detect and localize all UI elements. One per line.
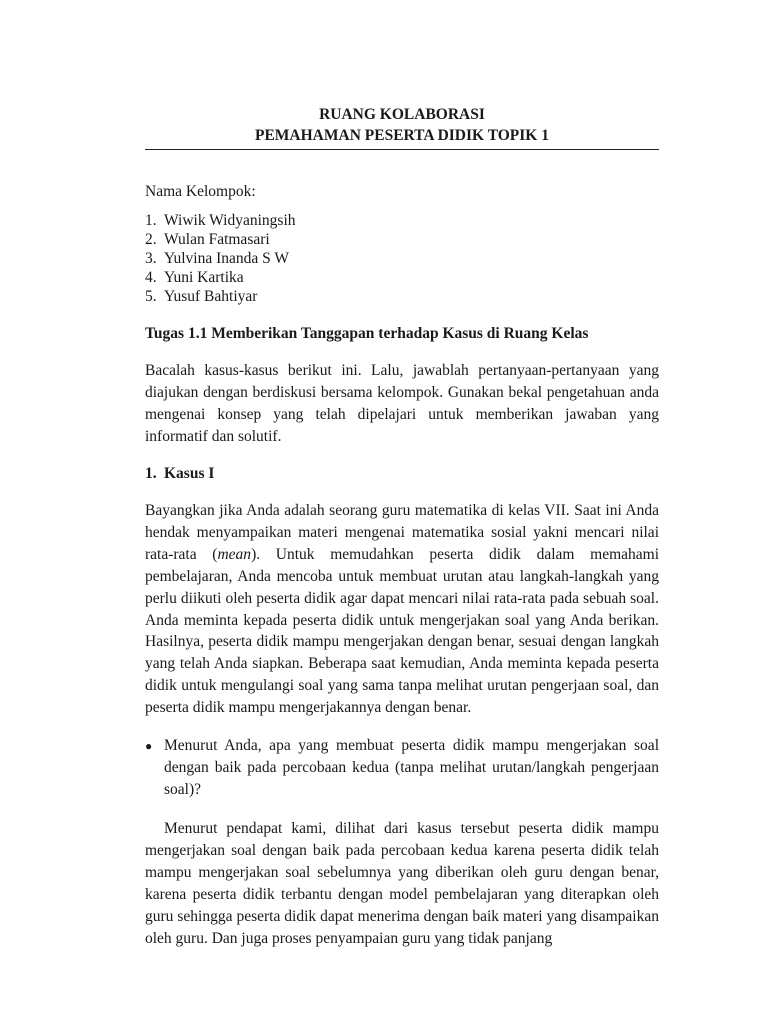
document-title <box>145 104 659 146</box>
group-label: Nama Kelompok: <box>145 183 256 200</box>
document-content <box>145 104 659 950</box>
member-number: 1. <box>145 212 157 229</box>
case-text-italic: mean <box>217 545 252 563</box>
task-heading: Tugas 1.1 Memberikan Tanggapan terhadap Kasus di Ruang Kelas <box>145 325 589 342</box>
member-name: Yulvina Inanda S W <box>164 250 289 267</box>
member-name: Yusuf Bahtiyar <box>164 288 258 305</box>
case-heading <box>145 464 659 484</box>
case-paragraph <box>145 500 659 719</box>
member-number: 3. <box>145 250 157 267</box>
title-line-1: RUANG KOLABORASI <box>319 106 485 123</box>
case-text-after: ). Untuk memudahkan peserta didik dalam memahami pembelajaran, Anda mencoba untuk membuat urutan atau langkah-langkah yang perlu diikuti oleh peserta didik agar dapat mencari nilai rata-rata pada sebuah soal. Anda meminta kepada peserta didik untuk mengerjakan soal yang Anda berikan. Hasilnya, peserta didik mampu mengerjakan dengan benar, sesuai dengan langkah yang telah Anda siapkan. Beberapa saat kemudian, Anda meminta kepada peserta didik untuk mengulangi soal yang sama tanpa melihat urutan pengerjaan soal, dan peserta didik mampu mengerjakannya dengan benar. <box>145 545 660 717</box>
list-item <box>145 268 659 287</box>
title-line-2: PEMAHAMAN PESERTA DIDIK TOPIK 1 <box>255 127 549 144</box>
list-item <box>145 249 659 268</box>
member-number: 5. <box>145 288 157 305</box>
title-underline <box>145 149 659 150</box>
list-item <box>145 287 659 306</box>
member-name: Wulan Fatmasari <box>164 231 270 248</box>
question-text: Menurut Anda, apa yang membuat peserta didik mampu mengerjakan soal dengan baik pada percobaan kedua (tanpa melihat urutan/langkah pengerjaan soal)? <box>164 737 659 799</box>
bullet-icon: ● <box>145 739 153 754</box>
question-bullet <box>145 735 659 801</box>
member-number: 4. <box>145 269 157 286</box>
member-name: Wiwik Widyaningsih <box>164 212 296 229</box>
member-number: 2. <box>145 231 157 248</box>
member-name: Yuni Kartika <box>164 269 244 286</box>
case-text-before: Bayangkan jika Anda adalah seorang guru matematika di kelas VII. Saat ini Anda hendak menyampaikan materi mengenai matematika sosial yakni mencari nilai rata-rata ( <box>145 502 659 563</box>
list-item <box>145 230 659 249</box>
list-item <box>145 211 659 230</box>
member-list <box>145 211 659 306</box>
case-number: 1. <box>145 465 157 482</box>
answer-paragraph: Menurut pendapat kami, dilihat dari kasus tersebut peserta didik mampu mengerjakan soal dengan baik pada percobaan kedua karena peserta didik telah mampu mengerjakan soal sebelumnya yang diberikan oleh guru dengan benar, karena peserta didik terbantu dengan model pembelajaran yang diterapkan oleh guru sehingga peserta didik dapat menerima dengan baik materi yang disampaikan oleh guru. Dan juga proses penyampaian guru yang tidak panjang <box>145 820 659 948</box>
intro-paragraph: Bacalah kasus-kasus berikut ini. Lalu, jawablah pertanyaan-pertanyaan yang diajukan dengan berdiskusi bersama kelompok. Gunakan bekal pengetahuan anda mengenai konsep yang telah dipelajari untuk memberikan jawaban yang informatif dan solutif. <box>145 362 659 445</box>
case-title: Kasus I <box>164 465 215 482</box>
